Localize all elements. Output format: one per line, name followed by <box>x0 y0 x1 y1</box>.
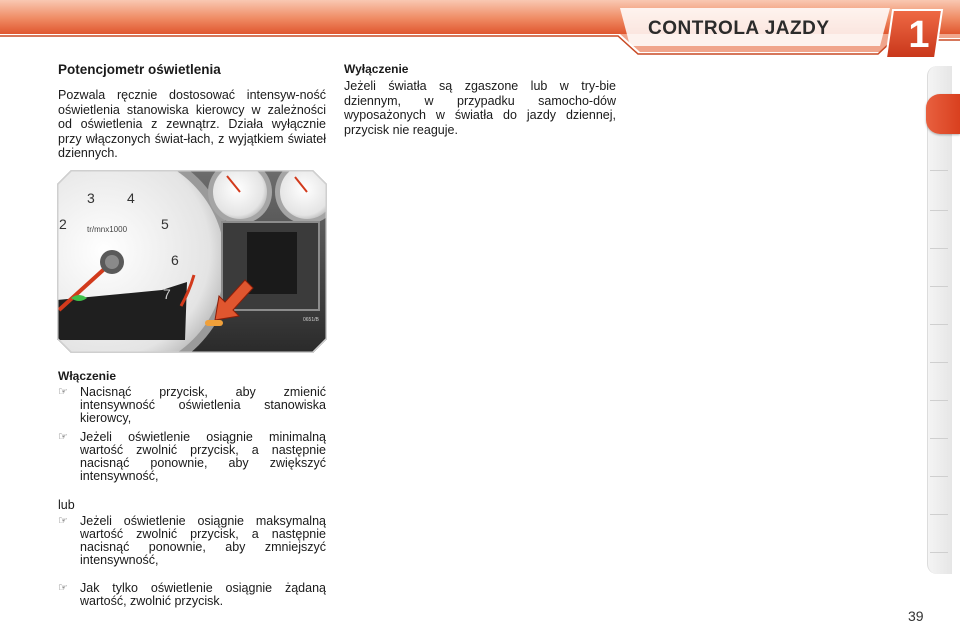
pointing-hand-icon: ☞ <box>58 386 68 398</box>
tab-divider <box>930 170 948 171</box>
gauge-tick-label: 6 <box>171 252 179 268</box>
gauge-tick-label: 7 <box>163 286 171 302</box>
gauge-tick-label: 2 <box>59 216 67 232</box>
chapter-tab-active[interactable] <box>926 94 960 134</box>
chapter-title: CONTROLA JAZDY <box>648 18 830 39</box>
list-item <box>58 386 326 425</box>
list-item <box>58 582 326 608</box>
tab-divider <box>930 248 948 249</box>
list-item-text: Nacisnąć przycisk, aby zmienić intensywność oświetlenia stanowiska kierowcy, <box>80 385 326 425</box>
gauge-tick-label: 3 <box>87 190 95 206</box>
tab-divider <box>930 400 948 401</box>
list-item-text: Jak tylko oświetlenie osiągnie żądaną wartość, zwolnić przycisk. <box>80 581 326 608</box>
tab-divider <box>930 362 948 363</box>
off-heading: Wyłączenie <box>344 62 409 76</box>
gauge-tick-label: 5 <box>161 216 169 232</box>
gauge-unit-label: tr/mnx1000 <box>87 225 128 234</box>
intro-paragraph: Pozwala ręcznie dostosować intensyw-ność oświetlenia stanowiska kierowcy w zależności od oświetlenia z zewnątrz. Działa wyłącznie przy włączonych świat-łach, z wyjątkiem świateł dziennych. <box>58 88 326 160</box>
list-item-text: Jeżeli oświetlenie osiągnie maksymalną wartość zwolnić przycisk, a następnie nacisnąć ponownie, aby zmniejszyć intensywność, <box>80 514 326 567</box>
photo-code: 0651/B <box>303 317 319 323</box>
chapter-tab-strip <box>927 66 952 574</box>
or-label: lub <box>58 498 75 512</box>
tab-divider <box>930 438 948 439</box>
list-item-text: Jeżeli oświetlenie osiągnie minimalną wartość zwolnić przycisk, a następnie nacisnąć ponownie, aby zwiększyć intensywność, <box>80 430 326 483</box>
pointing-hand-icon: ☞ <box>58 515 68 527</box>
gauge-tick-label: 4 <box>127 190 135 206</box>
tab-divider <box>930 324 948 325</box>
pointing-hand-icon: ☞ <box>58 582 68 594</box>
tab-divider <box>930 210 948 211</box>
on-heading: Włączenie <box>58 369 117 383</box>
list-item <box>58 515 326 567</box>
pointing-hand-icon: ☞ <box>58 431 68 443</box>
chapter-header <box>0 0 960 62</box>
tab-divider <box>930 514 948 515</box>
tab-divider <box>930 476 948 477</box>
tab-divider <box>930 286 948 287</box>
tab-divider <box>930 552 948 553</box>
off-paragraph: Jeżeli światła są zgaszone lub w try-bie dziennym, w przypadku samocho-dów wyposażonych w światła do jazdy dziennej, przycisk nie reaguje. <box>344 79 616 137</box>
chapter-number: 1 <box>908 14 930 56</box>
page-number: 39 <box>908 608 924 624</box>
section-heading: Potencjometr oświetlenia <box>58 62 221 77</box>
list-item <box>58 431 326 483</box>
dashboard-photo <box>57 170 327 353</box>
